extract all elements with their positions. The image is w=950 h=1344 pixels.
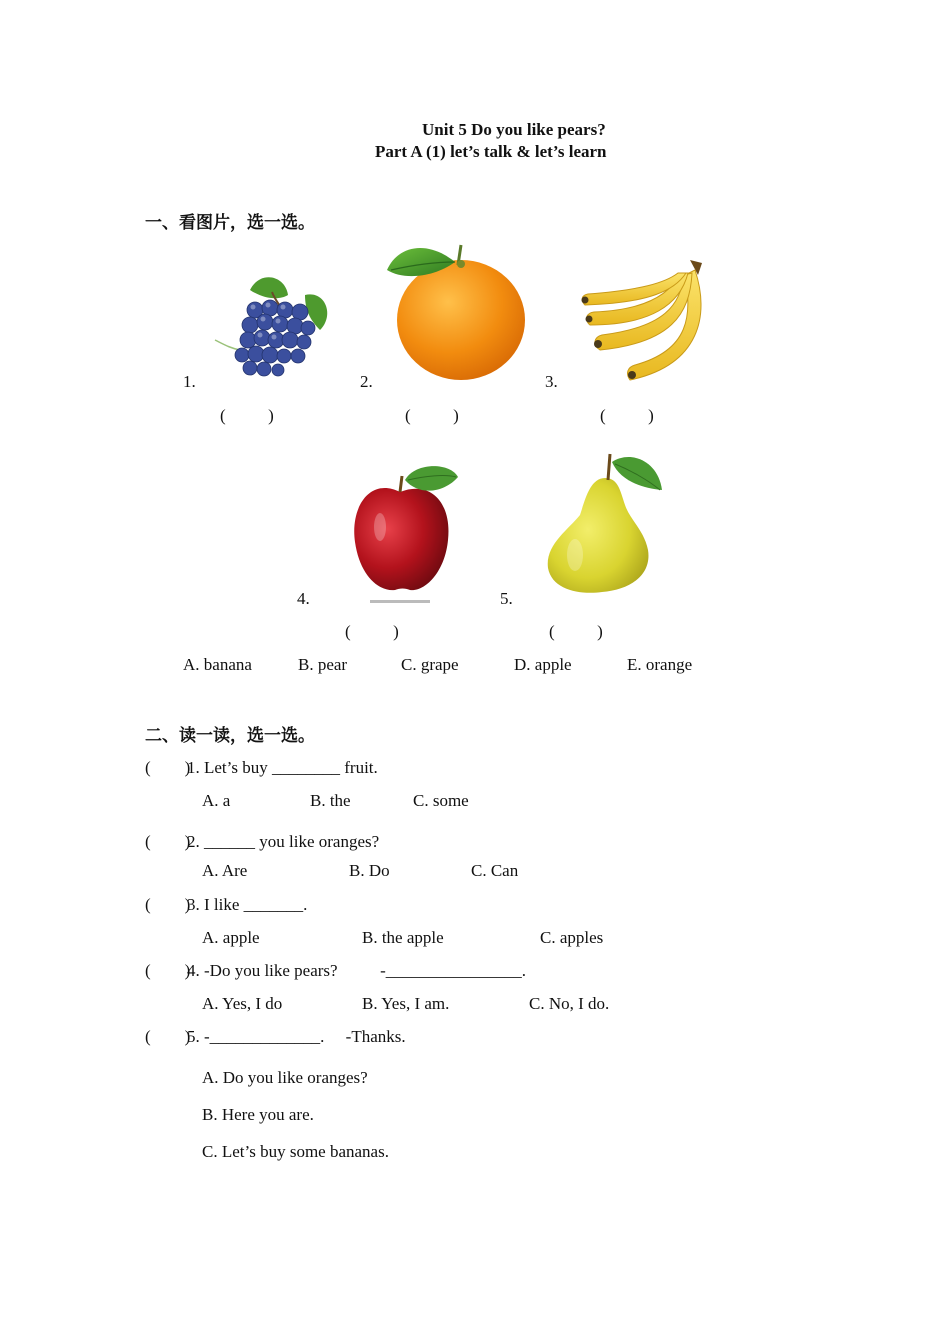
q1-option-c: C. some — [413, 791, 469, 810]
item-1-answer-bracket[interactable]: ( ) — [220, 406, 274, 425]
pear-image — [540, 450, 668, 598]
q3-option-a: A. apple — [202, 928, 260, 947]
item-2-number: 2. — [360, 372, 373, 391]
option-d: D. apple — [514, 655, 572, 674]
title-line-2: Part A (1) let’s talk & let’s learn — [375, 142, 607, 161]
bananas-image — [580, 255, 715, 385]
title-line-1: Unit 5 Do you like pears? — [422, 120, 606, 139]
q1-answer-bracket[interactable]: ( ) — [145, 758, 191, 777]
grapes-image — [210, 270, 335, 382]
item-3-answer-bracket[interactable]: ( ) — [600, 406, 654, 425]
item-3-number: 3. — [545, 372, 558, 391]
q5-option-b: B. Here you are. — [202, 1105, 314, 1124]
item-4-answer-bracket[interactable]: ( ) — [345, 622, 399, 641]
q3-answer-bracket[interactable]: ( ) — [145, 895, 191, 914]
q5-text: 5. -_____________. -Thanks. — [187, 1027, 406, 1046]
q1-option-b: B. the — [310, 791, 351, 810]
q5-option-c: C. Let’s buy some bananas. — [202, 1142, 389, 1161]
option-b: B. pear — [298, 655, 348, 674]
q5-answer-bracket[interactable]: ( ) — [145, 1027, 191, 1046]
q2-option-a: A. Are — [202, 861, 248, 880]
q2-option-b: B. Do — [349, 861, 390, 880]
item-1-number: 1. — [183, 372, 196, 391]
q3-text: 3. I like _______. — [187, 895, 308, 914]
option-e: E. orange — [627, 655, 693, 674]
q1-text: 1. Let’s buy ________ fruit. — [187, 758, 378, 777]
q2-option-c: C. Can — [471, 861, 519, 880]
q2-answer-bracket[interactable]: ( ) — [145, 832, 191, 851]
item-5-answer-bracket[interactable]: ( ) — [549, 622, 603, 641]
q4-option-b: B. Yes, I am. — [362, 994, 450, 1013]
section-2-heading: 二、读一读，选一选。 — [145, 726, 315, 746]
apple-image — [350, 462, 462, 608]
section-1-heading: 一、看图片，选一选。 — [145, 213, 315, 233]
option-a: A. banana — [183, 655, 252, 674]
orange-image — [383, 240, 528, 382]
q4-option-c: C. No, I do. — [529, 994, 610, 1013]
q4-option-a: A. Yes, I do — [202, 994, 283, 1013]
q4-text: 4. -Do you like pears? -________________. — [187, 961, 527, 980]
option-c: C. grape — [401, 655, 459, 674]
q3-option-b: B. the apple — [362, 928, 444, 947]
item-2-answer-bracket[interactable]: ( ) — [405, 406, 459, 425]
q3-option-c: C. apples — [540, 928, 604, 947]
item-4-number: 4. — [297, 589, 310, 608]
q1-option-a: A. a — [202, 791, 231, 810]
q2-text: 2. ______ you like oranges? — [187, 832, 380, 851]
item-5-number: 5. — [500, 589, 513, 608]
q5-option-a: A. Do you like oranges? — [202, 1068, 368, 1087]
q4-answer-bracket[interactable]: ( ) — [145, 961, 191, 980]
